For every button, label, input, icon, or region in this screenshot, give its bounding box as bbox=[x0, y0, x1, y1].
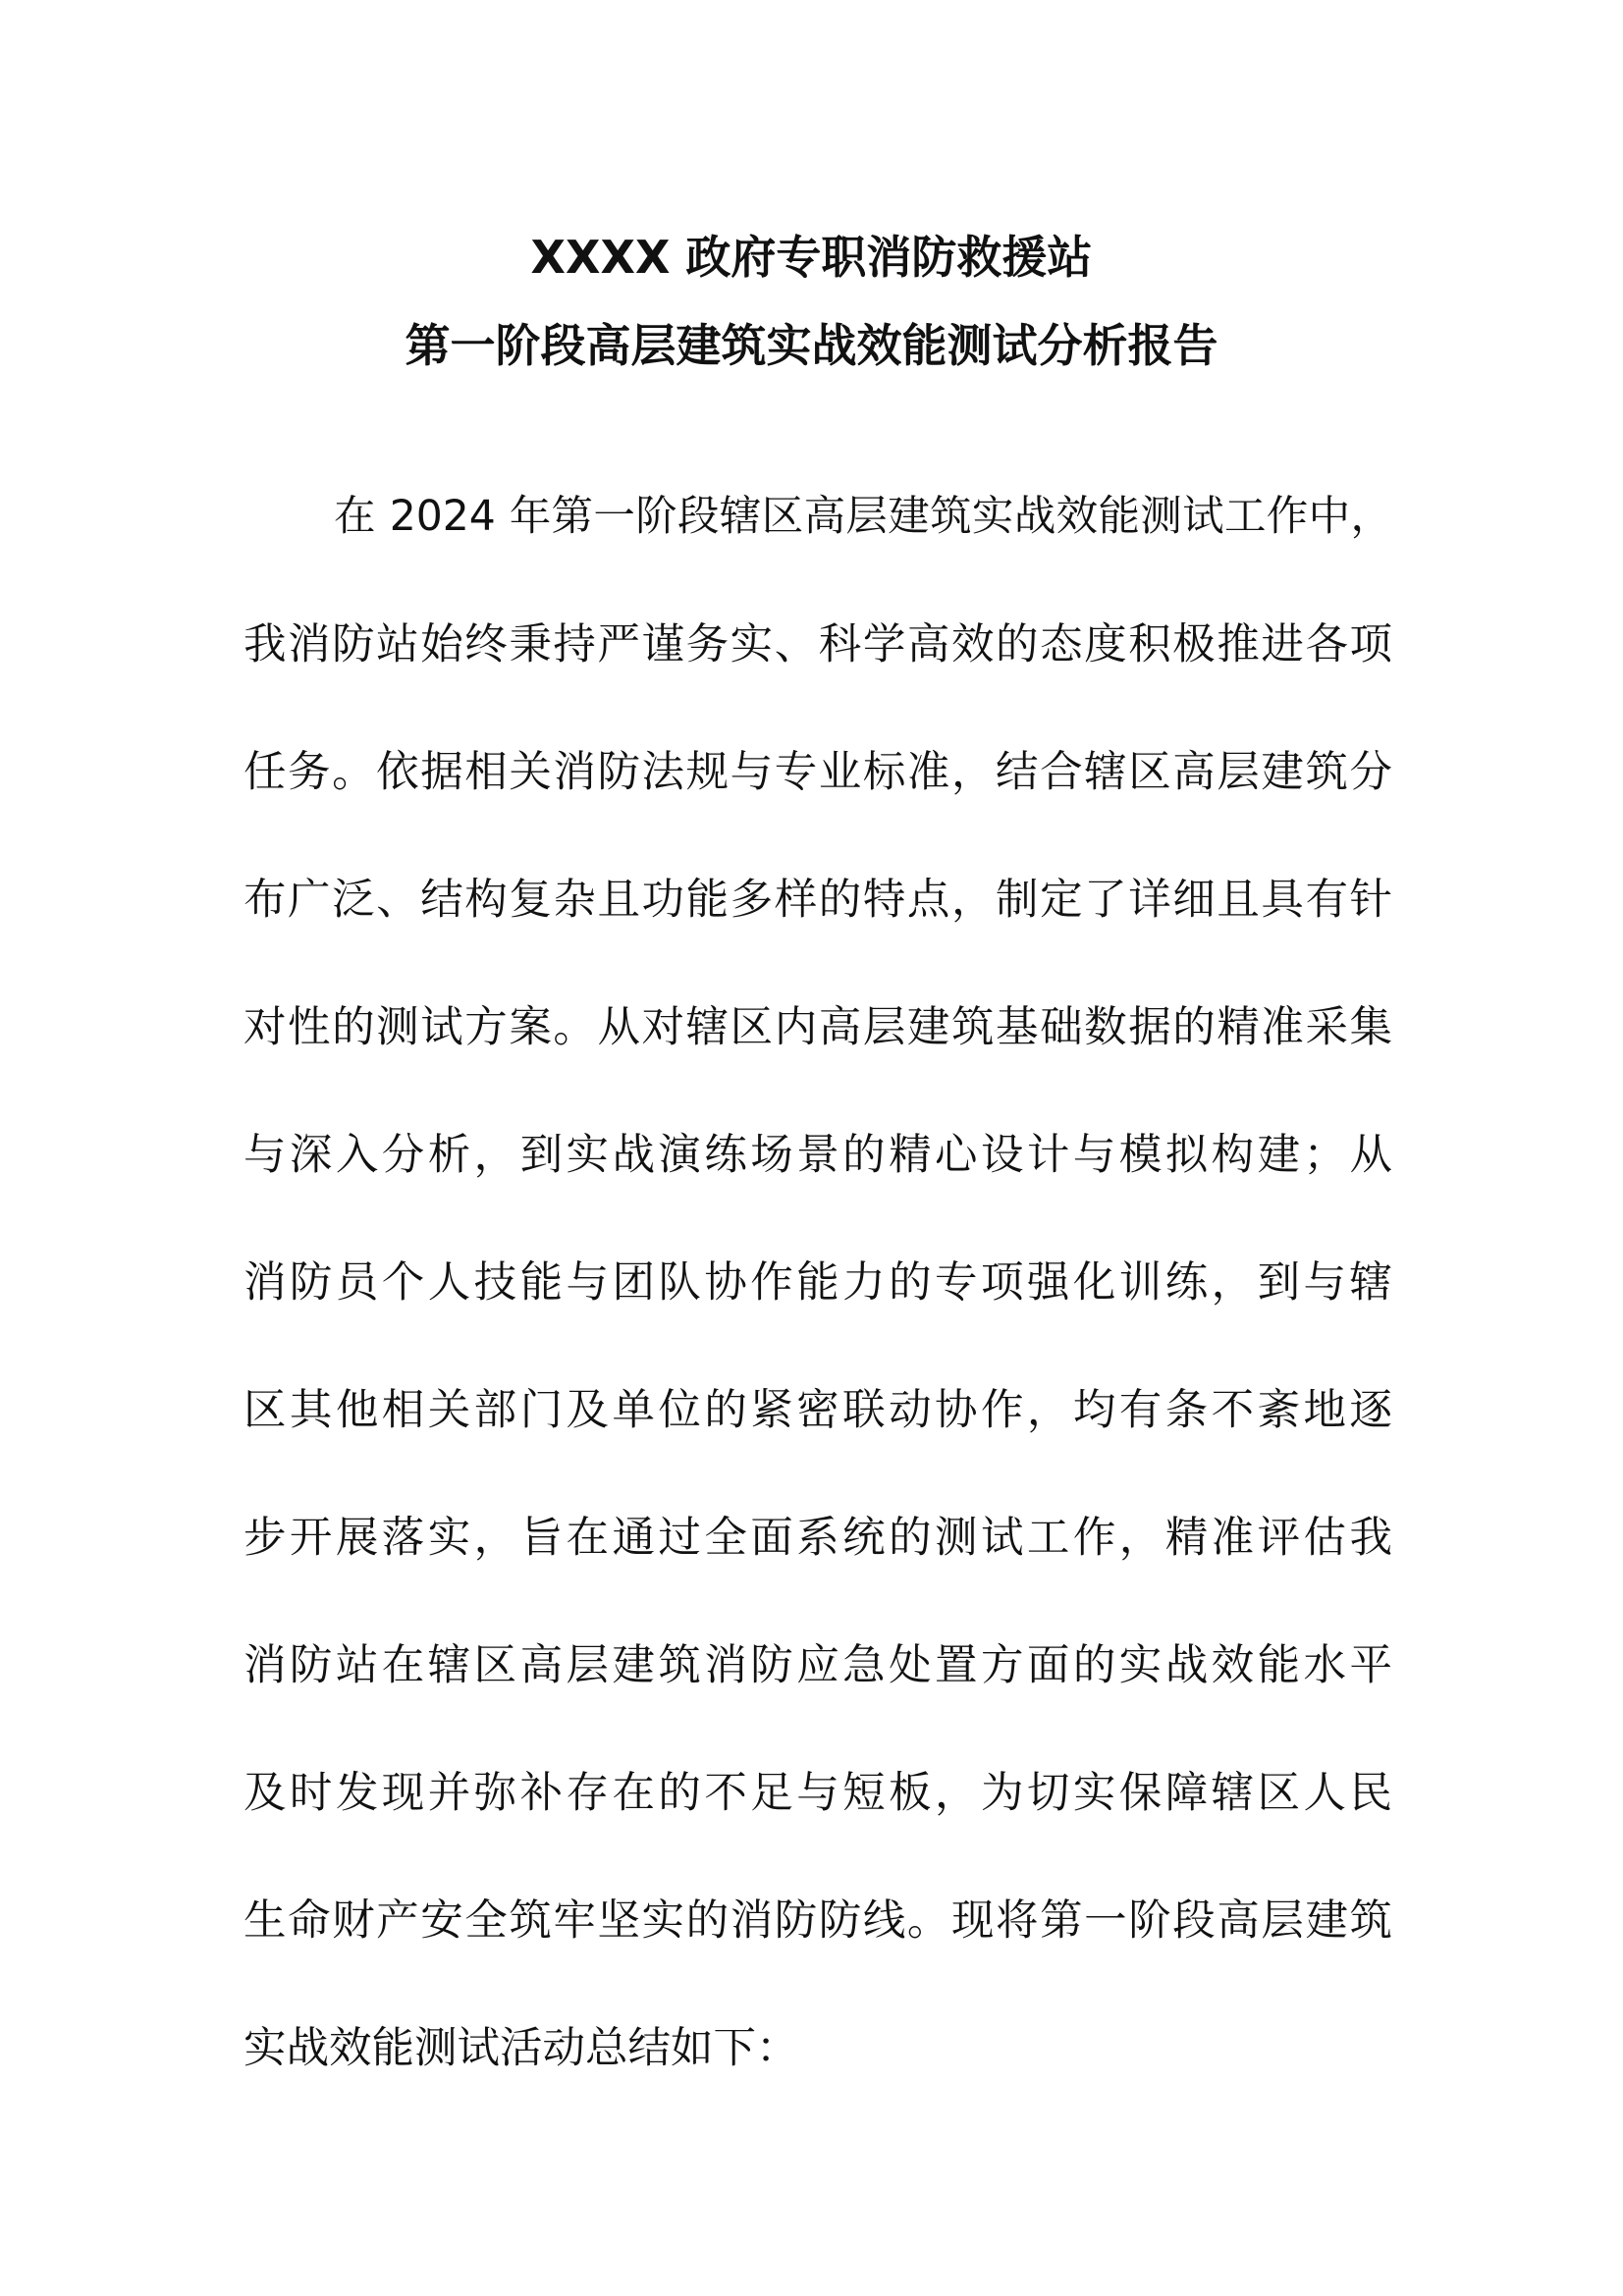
paragraph-line: 我消防站始终秉持严谨务实、科学高效的态度积极推进各项 bbox=[243, 620, 1392, 669]
paragraph-line: 步开展落实，旨在通过全面系统的测试工作，精准评估我 bbox=[243, 1514, 1392, 1563]
paragraph-line: 消防员个人技能与团队协作能力的专项强化训练，到与辖 bbox=[243, 1258, 1392, 1308]
paragraph-line: 在 2024 年第一阶段辖区高层建筑实战效能测试工作中， bbox=[334, 493, 1392, 541]
report-title-line-1: XXXX 政府专职消防救援站 bbox=[530, 231, 1093, 284]
paragraph-line: 及时发现并弥补存在的不足与短板，为切实保障辖区人民 bbox=[243, 1769, 1392, 1818]
paragraph-line: 与深入分析，到实战演练场景的精心设计与模拟构建；从 bbox=[243, 1131, 1392, 1180]
paragraph-line: 区其他相关部门及单位的紧密联动协作，均有条不紊地逐 bbox=[243, 1386, 1392, 1435]
paragraph-line: 生命财产安全筑牢坚实的消防防线。现将第一阶段高层建筑 bbox=[243, 1896, 1392, 1946]
paragraph-line: 消防站在辖区高层建筑消防应急处置方面的实战效能水平 bbox=[243, 1641, 1392, 1690]
paragraph-line: 布广泛、结构复杂且功能多样的特点，制定了详细且具有针 bbox=[243, 876, 1392, 925]
paragraph-line: 对性的测试方案。从对辖区内高层建筑基础数据的精准采集 bbox=[243, 1003, 1392, 1052]
report-title-line-2: 第一阶段高层建筑实战效能测试分析报告 bbox=[405, 319, 1218, 372]
paragraph-line: 实战效能测试活动总结如下： bbox=[243, 2024, 799, 2073]
paragraph-line: 任务。依据相关消防法规与专业标准，结合辖区高层建筑分 bbox=[243, 748, 1392, 797]
